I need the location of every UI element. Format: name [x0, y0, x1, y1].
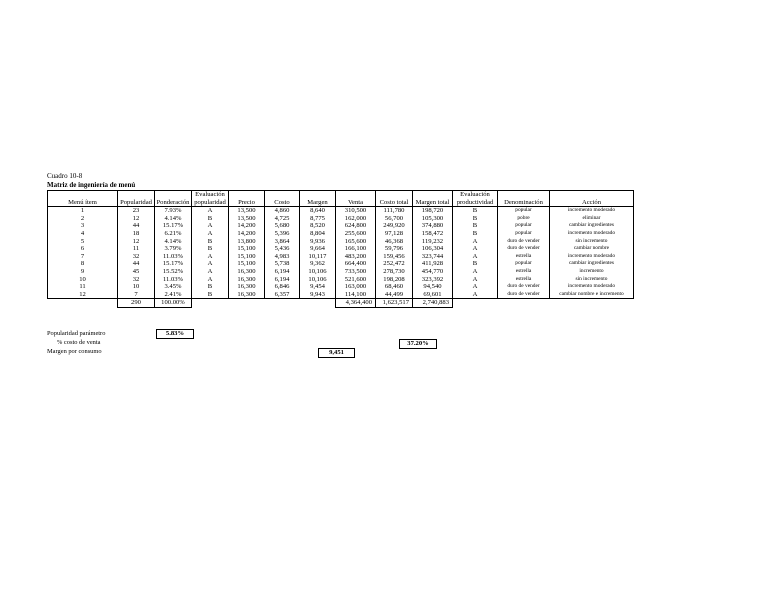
- table-row: [48, 283, 634, 291]
- cell-costo-total: 278,730: [376, 268, 413, 276]
- header-denominacion: Denominación: [498, 191, 550, 207]
- cell-denominacion: popular: [498, 230, 550, 238]
- table-row: [48, 260, 634, 268]
- total-ponderacion: 100.00%: [155, 299, 192, 308]
- cell-costo-total: 44,499: [376, 291, 413, 299]
- table-row: [48, 268, 634, 276]
- cell-precio: 15,100: [229, 245, 265, 253]
- table-caption: Cuadro 10-8: [47, 172, 83, 180]
- cell-accion: incremento moderado: [550, 207, 634, 215]
- cell-accion: cambiar ingredientes: [550, 260, 634, 268]
- cell-precio: 16,300: [229, 268, 265, 276]
- cell-margen: 9,362: [300, 260, 336, 268]
- cell-accion: cambiar nombre: [550, 245, 634, 253]
- menu-rows: [48, 207, 634, 299]
- cell-costo: 5,396: [265, 230, 300, 238]
- cell-venta: 163,000: [336, 283, 376, 291]
- table-row: [48, 215, 634, 223]
- table-title: Matriz de ingeniería de menú: [47, 181, 136, 189]
- cell-denominacion: duro de vender: [498, 238, 550, 246]
- cell-evaluacion-popularidad: A: [192, 260, 229, 268]
- cell-costo: 6,357: [265, 291, 300, 299]
- costo-venta-label: % costo de venta: [57, 339, 101, 346]
- cell-ponderacion: 4.14%: [155, 238, 192, 246]
- cell-ponderacion: 4.14%: [155, 215, 192, 223]
- cell-costo-total: 159,456: [376, 253, 413, 261]
- cell-evaluacion-productividad: B: [453, 207, 498, 215]
- cell-venta: 114,100: [336, 291, 376, 299]
- popularidad-parametro-value: 5.83%: [156, 329, 194, 339]
- cell-accion: cambiar nombre e incremento: [550, 291, 634, 299]
- header-evaluacion-productividad-line2: productividad: [453, 199, 498, 207]
- cell-costo: 5,738: [265, 260, 300, 268]
- header-costo: Costo: [265, 191, 300, 207]
- cell-ponderacion: 11.03%: [155, 253, 192, 261]
- header-margen: Margen: [300, 191, 336, 207]
- cell-popularidad: 32: [118, 276, 155, 284]
- cell-margen-total: 158,472: [413, 230, 453, 238]
- cell-item: 1: [48, 207, 118, 215]
- cell-costo: 5,680: [265, 222, 300, 230]
- cell-costo: 3,864: [265, 238, 300, 246]
- cell-evaluacion-popularidad: A: [192, 207, 229, 215]
- cell-ponderacion: 7.93%: [155, 207, 192, 215]
- table-row: [48, 276, 634, 284]
- cell-venta: 255,600: [336, 230, 376, 238]
- cell-denominacion: pobre: [498, 215, 550, 223]
- cell-ponderacion: 15.17%: [155, 222, 192, 230]
- cell-evaluacion-popularidad: A: [192, 253, 229, 261]
- cell-margen-total: 106,304: [413, 245, 453, 253]
- cell-evaluacion-popularidad: B: [192, 245, 229, 253]
- margen-consumo-value: 9,451: [318, 348, 355, 358]
- cell-precio: 14,200: [229, 222, 265, 230]
- cell-denominacion: popular: [498, 207, 550, 215]
- cell-ponderacion: 2.41%: [155, 291, 192, 299]
- cell-evaluacion-productividad: A: [453, 268, 498, 276]
- cell-precio: 15,100: [229, 253, 265, 261]
- cell-margen: 8,775: [300, 215, 336, 223]
- cell-evaluacion-productividad: B: [453, 215, 498, 223]
- cell-margen: 10,117: [300, 253, 336, 261]
- cell-margen-total: 454,770: [413, 268, 453, 276]
- cell-margen-total: 374,880: [413, 222, 453, 230]
- cell-popularidad: 18: [118, 230, 155, 238]
- cell-venta: 521,600: [336, 276, 376, 284]
- table-row: [48, 245, 634, 253]
- total-costo-total: 1,623,517: [376, 299, 413, 308]
- cell-denominacion: duro de vender: [498, 245, 550, 253]
- cell-popularidad: 45: [118, 268, 155, 276]
- cell-item: 5: [48, 238, 118, 246]
- table-row: [48, 238, 634, 246]
- table-row: [48, 291, 634, 299]
- table-row: [48, 253, 634, 261]
- cell-evaluacion-productividad: B: [453, 230, 498, 238]
- header-precio: Precio: [229, 191, 265, 207]
- cell-costo-total: 249,920: [376, 222, 413, 230]
- cell-evaluacion-popularidad: A: [192, 222, 229, 230]
- header-evaluacion-popularidad-line1: Evaluación: [192, 191, 229, 199]
- costo-venta-value: 37.20%: [399, 339, 437, 349]
- cell-evaluacion-popularidad: A: [192, 276, 229, 284]
- cell-popularidad: 44: [118, 260, 155, 268]
- cell-margen: 8,520: [300, 222, 336, 230]
- cell-costo-total: 198,208: [376, 276, 413, 284]
- total-popularidad: 290: [118, 299, 155, 308]
- cell-denominacion: estrella: [498, 268, 550, 276]
- total-margen-total: 2,740,883: [413, 299, 453, 308]
- cell-precio: 14,200: [229, 230, 265, 238]
- cell-evaluacion-productividad: A: [453, 245, 498, 253]
- cell-precio: 15,100: [229, 260, 265, 268]
- cell-evaluacion-productividad: A: [453, 238, 498, 246]
- cell-accion: incremento moderado: [550, 230, 634, 238]
- cell-costo-total: 56,700: [376, 215, 413, 223]
- cell-margen-total: 198,720: [413, 207, 453, 215]
- header-popularidad: Popularidad: [118, 191, 155, 207]
- cell-venta: 162,000: [336, 215, 376, 223]
- cell-item: 10: [48, 276, 118, 284]
- cell-evaluacion-productividad: A: [453, 253, 498, 261]
- cell-denominacion: duro de vender: [498, 291, 550, 299]
- cell-accion: sin incremento: [550, 276, 634, 284]
- cell-accion: cambiar ingredientes: [550, 222, 634, 230]
- cell-denominacion: estrella: [498, 253, 550, 261]
- cell-precio: 16,300: [229, 276, 265, 284]
- cell-ponderacion: 3.79%: [155, 245, 192, 253]
- cell-item: 9: [48, 268, 118, 276]
- cell-accion: incremento: [550, 268, 634, 276]
- cell-margen-total: 119,232: [413, 238, 453, 246]
- cell-ponderacion: 15.52%: [155, 268, 192, 276]
- table-row: [48, 230, 634, 238]
- cell-margen: 9,664: [300, 245, 336, 253]
- totals-row: [48, 299, 634, 308]
- cell-evaluacion-popularidad: B: [192, 238, 229, 246]
- cell-costo-total: 111,780: [376, 207, 413, 215]
- cell-margen-total: 323,392: [413, 276, 453, 284]
- header-evaluacion-popularidad-line2: popularidad: [192, 199, 229, 207]
- cell-costo-total: 97,128: [376, 230, 413, 238]
- cell-denominacion: popular: [498, 260, 550, 268]
- cell-evaluacion-popularidad: A: [192, 268, 229, 276]
- cell-margen: 9,454: [300, 283, 336, 291]
- cell-costo: 4,983: [265, 253, 300, 261]
- cell-evaluacion-productividad: A: [453, 291, 498, 299]
- cell-venta: 483,200: [336, 253, 376, 261]
- header-accion: Acción: [550, 191, 634, 207]
- header-venta: Venta: [336, 191, 376, 207]
- cell-ponderacion: 6.21%: [155, 230, 192, 238]
- cell-item: 3: [48, 222, 118, 230]
- cell-costo: 4,860: [265, 207, 300, 215]
- cell-costo: 6,194: [265, 268, 300, 276]
- cell-evaluacion-productividad: A: [453, 283, 498, 291]
- cell-margen-total: 105,300: [413, 215, 453, 223]
- header-margen-total: Margen total: [413, 191, 453, 207]
- cell-costo-total: 68,460: [376, 283, 413, 291]
- cell-costo: 6,846: [265, 283, 300, 291]
- header-evaluacion-productividad-line1: Evaluación: [453, 191, 498, 199]
- cell-venta: 165,600: [336, 238, 376, 246]
- cell-evaluacion-productividad: B: [453, 222, 498, 230]
- cell-evaluacion-productividad: B: [453, 260, 498, 268]
- cell-costo-total: 46,368: [376, 238, 413, 246]
- cell-popularidad: 44: [118, 222, 155, 230]
- menu-engineering-matrix: [47, 190, 634, 308]
- cell-venta: 664,400: [336, 260, 376, 268]
- cell-popularidad: 32: [118, 253, 155, 261]
- cell-costo: 6,194: [265, 276, 300, 284]
- cell-popularidad: 7: [118, 291, 155, 299]
- cell-evaluacion-popularidad: A: [192, 230, 229, 238]
- cell-precio: 16,300: [229, 291, 265, 299]
- cell-popularidad: 12: [118, 215, 155, 223]
- cell-evaluacion-popularidad: B: [192, 291, 229, 299]
- cell-precio: 16,300: [229, 283, 265, 291]
- cell-margen-total: 411,928: [413, 260, 453, 268]
- cell-precio: 13,800: [229, 238, 265, 246]
- cell-popularidad: 10: [118, 283, 155, 291]
- cell-margen: 8,640: [300, 207, 336, 215]
- header-costo-total: Costo total: [376, 191, 413, 207]
- cell-item: 11: [48, 283, 118, 291]
- cell-accion: incremento moderado: [550, 253, 634, 261]
- cell-margen: 10,106: [300, 276, 336, 284]
- cell-item: 7: [48, 253, 118, 261]
- cell-item: 4: [48, 230, 118, 238]
- cell-denominacion: estrella: [498, 276, 550, 284]
- cell-precio: 13,500: [229, 207, 265, 215]
- cell-evaluacion-popularidad: B: [192, 283, 229, 291]
- cell-popularidad: 12: [118, 238, 155, 246]
- cell-evaluacion-popularidad: B: [192, 215, 229, 223]
- header-menu-item: Menú ítem: [48, 191, 118, 207]
- cell-accion: incremento moderado: [550, 283, 634, 291]
- cell-accion: eliminar: [550, 215, 634, 223]
- cell-venta: 166,100: [336, 245, 376, 253]
- cell-ponderacion: 3.45%: [155, 283, 192, 291]
- cell-costo-total: 252,472: [376, 260, 413, 268]
- cell-accion: sin incremento: [550, 238, 634, 246]
- cell-margen: 10,106: [300, 268, 336, 276]
- cell-costo: 4,725: [265, 215, 300, 223]
- header-ponderacion: Ponderación: [155, 191, 192, 207]
- cell-venta: 733,500: [336, 268, 376, 276]
- cell-margen: 8,804: [300, 230, 336, 238]
- cell-denominacion: popular: [498, 222, 550, 230]
- cell-margen-total: 323,744: [413, 253, 453, 261]
- popularidad-parametro-label: Popularidad parámetro: [47, 330, 106, 337]
- table-row: [48, 207, 634, 215]
- cell-margen-total: 94,540: [413, 283, 453, 291]
- cell-margen: 9,943: [300, 291, 336, 299]
- cell-evaluacion-productividad: A: [453, 276, 498, 284]
- cell-item: 8: [48, 260, 118, 268]
- cell-venta: 310,500: [336, 207, 376, 215]
- cell-item: 6: [48, 245, 118, 253]
- cell-popularidad: 23: [118, 207, 155, 215]
- margen-consumo-label: Margen por consumo: [47, 348, 102, 355]
- cell-popularidad: 11: [118, 245, 155, 253]
- cell-margen-total: 69,601: [413, 291, 453, 299]
- cell-venta: 624,800: [336, 222, 376, 230]
- cell-ponderacion: 11.03%: [155, 276, 192, 284]
- cell-costo: 5,436: [265, 245, 300, 253]
- cell-item: 12: [48, 291, 118, 299]
- cell-denominacion: duro de vender: [498, 283, 550, 291]
- table-row: [48, 222, 634, 230]
- cell-margen: 9,936: [300, 238, 336, 246]
- cell-item: 2: [48, 215, 118, 223]
- cell-costo-total: 59,796: [376, 245, 413, 253]
- total-venta: 4,364,400: [336, 299, 376, 308]
- cell-ponderacion: 15.17%: [155, 260, 192, 268]
- cell-precio: 13,500: [229, 215, 265, 223]
